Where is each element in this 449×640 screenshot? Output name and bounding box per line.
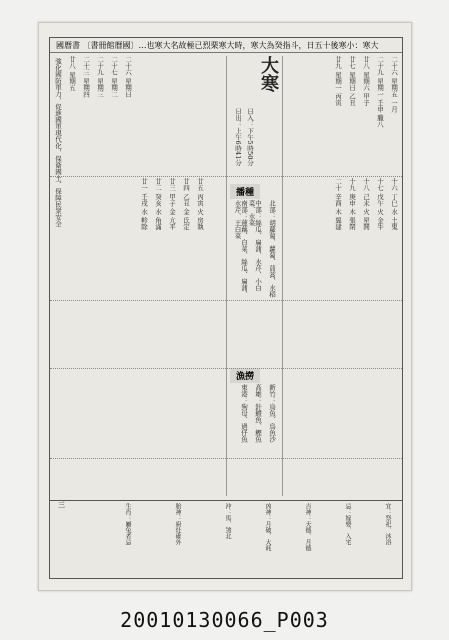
fishing-east: 東港：狗母、過仔魚 bbox=[240, 384, 248, 443]
date-column: 廿九 星期一 丙寅 bbox=[334, 56, 342, 106]
day-row: 十六 丁巳 水 土鬼 bbox=[390, 178, 398, 230]
bottom-column: 沖：馬、煞北 bbox=[224, 503, 231, 539]
date-column: 二十九 星期一 壬申 臘八 bbox=[376, 56, 384, 128]
date-column: 二十三 星期四 bbox=[82, 56, 90, 98]
bottom-column: 生肖：屬兔者忌 bbox=[124, 503, 131, 545]
date-column: 二十六 星期日 bbox=[124, 56, 132, 98]
day-row: 二十 辛酉 木 翼建 bbox=[334, 178, 342, 230]
almanac-page bbox=[38, 22, 412, 591]
bottom-column: 吉神：天德、月德 bbox=[304, 503, 311, 551]
bottom-column: 忌：嫁娶、入宅 bbox=[344, 503, 351, 545]
planting-central: 中部：絲瓜、扁蒲、水芹、小白菜、水菜 bbox=[247, 200, 262, 291]
day-row: 廿二 癸亥 水 角滿 bbox=[154, 178, 162, 230]
planting-south: 南部：蓮藕、白菜、絲瓜、扁蒲、水芹、王白菜 bbox=[233, 200, 248, 298]
fishing-hsinchu: 新竹：烏魚、鳥魚沙 bbox=[268, 384, 276, 443]
date-column: 廿七 星期日 乙丑 bbox=[348, 56, 356, 106]
day-row: 十八 己未 火 星開 bbox=[362, 178, 370, 230]
sunrise-time: 日出：上午6時41分 bbox=[234, 108, 242, 166]
column-separator bbox=[282, 56, 283, 496]
date-column: 廿八 星期六 甲子 bbox=[362, 56, 370, 106]
bottom-column: 胎神：廚灶碓外 bbox=[174, 503, 181, 545]
divider bbox=[50, 52, 402, 53]
sunset-time: 日入：下午5時50分 bbox=[246, 108, 254, 166]
image-caption: 20010130066_P003 bbox=[120, 608, 329, 632]
column-separator bbox=[226, 56, 227, 496]
solar-term-title: 大寒 bbox=[258, 56, 279, 92]
day-row: 廿四 乙丑 金 氐定 bbox=[182, 178, 190, 230]
fishing-label: 漁撈 bbox=[230, 368, 260, 383]
bottom-column: 凶神：月破、大耗 bbox=[264, 503, 271, 551]
bottom-section bbox=[50, 500, 402, 579]
date-column: 二十九 星期三 bbox=[96, 56, 104, 98]
day-row: 廿一 壬戌 水 軫除 bbox=[140, 178, 148, 230]
planting-north: 北部：胡蘿蔔、蘿蔔、茼蒿、水稻 bbox=[268, 200, 276, 298]
date-column: 二十六 星期五 一月 bbox=[390, 56, 398, 113]
top-header-line: 國曆書 〔書冊館曆國〕…也寒大名故極已烈栗寒大時，寒大為癸指斗，日五十後寒小：寒大 bbox=[56, 41, 379, 50]
day-row: 十九 庚申 木 張閉 bbox=[348, 178, 356, 230]
day-row: 十七 戊午 火 金牛 bbox=[376, 178, 384, 230]
side-note: 強化國防軍力，促進國軍現代化，保衛國土、保障民衆安全 bbox=[54, 58, 62, 227]
day-row: 廿五 丙寅 火 房執 bbox=[196, 178, 204, 230]
fishing-kaohsiung: 高雄：針鱧魚、鰹魚 bbox=[254, 384, 262, 443]
almanac-frame bbox=[49, 37, 403, 579]
planting-label: 播種 bbox=[230, 184, 260, 199]
date-column: 廿八 星期五 bbox=[68, 56, 76, 91]
bottom-column: 宜：祭祀、沐浴 bbox=[384, 503, 391, 545]
date-column: 二十七 星期二 bbox=[110, 56, 118, 98]
day-row: 廿三 甲子 金 亢平 bbox=[168, 178, 176, 230]
page-number: 三 bbox=[58, 501, 65, 509]
